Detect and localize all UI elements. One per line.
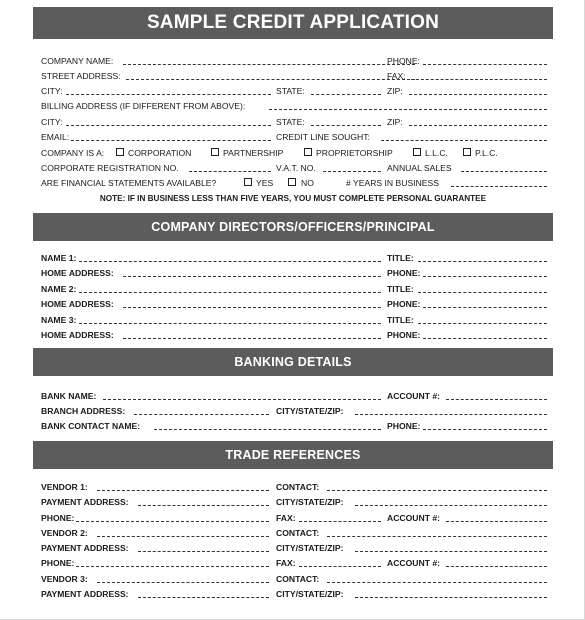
phone-label: PHONE:: [387, 421, 421, 431]
document-title: SAMPLE CREDIT APPLICATION: [33, 7, 553, 39]
home-address-label: HOME ADDRESS:: [41, 299, 114, 309]
fax-label: FAX:: [276, 513, 296, 523]
contact-label: CONTACT:: [276, 482, 320, 492]
title-label: TITLE:: [387, 253, 414, 263]
bank-contact-name-label: BANK CONTACT NAME:: [41, 421, 141, 431]
city-state-zip-label: CITY/STATE/ZIP:: [276, 497, 344, 507]
vendor-2-label: VENDOR 2:: [41, 528, 88, 538]
city-label: CITY:: [41, 86, 63, 96]
city-label: CITY:: [41, 117, 63, 127]
fax-label: FAX:: [387, 71, 406, 81]
phone-label: PHONE:: [387, 330, 421, 340]
payment-address-label: PAYMENT ADDRESS:: [41, 497, 129, 507]
state-label: STATE:: [276, 86, 305, 96]
corp-reg-no-label: CORPORATE REGISTRATION NO.: [41, 163, 179, 173]
fax-label: FAX:: [276, 558, 296, 568]
zip-label: ZIP:: [387, 117, 403, 127]
home-address-label: HOME ADDRESS:: [41, 330, 114, 340]
name-1-label: NAME 1:: [41, 253, 77, 263]
credit-line-label: CREDIT LINE SOUGHT:: [276, 132, 370, 142]
company-name-label: COMPANY NAME:: [41, 56, 114, 66]
phone-label: PHONE:: [41, 558, 75, 568]
payment-address-label: PAYMENT ADDRESS:: [41, 589, 129, 599]
vendor-1-label: VENDOR 1:: [41, 482, 88, 492]
company-is-a-label: COMPANY IS A:: [41, 148, 105, 158]
proprietorship-label: PROPRIETORSHIP: [316, 148, 393, 158]
no-label: NO: [301, 178, 314, 188]
name-3-label: NAME 3:: [41, 315, 77, 325]
vat-no-label: V.A.T. NO.: [276, 163, 316, 173]
years-in-business-label: # YEARS IN BUSINESS: [346, 178, 439, 188]
phone-label: PHONE:: [387, 268, 421, 278]
guarantee-note: NOTE: IF IN BUSINESS LESS THAN FIVE YEARS, YOU MUST COMPLETE PERSONAL GUARANTEE: [99, 194, 487, 203]
account-label: ACCOUNT #:: [387, 391, 440, 401]
city-state-zip-label: CITY/STATE/ZIP:: [276, 406, 344, 416]
vendor-3-label: VENDOR 3:: [41, 574, 88, 584]
partnership-label: PARTNERSHIP: [223, 148, 284, 158]
city-state-zip-label: CITY/STATE/ZIP:: [276, 543, 344, 553]
title-label: TITLE:: [387, 284, 414, 294]
corporation-label: CORPORATION: [128, 148, 192, 158]
payment-address-label: PAYMENT ADDRESS:: [41, 543, 129, 553]
home-address-label: HOME ADDRESS:: [41, 268, 114, 278]
email-label: EMAIL:: [41, 132, 70, 142]
plc-label: P.L.C.: [475, 148, 498, 158]
title-label: TITLE:: [387, 315, 414, 325]
contact-label: CONTACT:: [276, 528, 320, 538]
phone-label: PHONE:: [387, 299, 421, 309]
account-label: ACCOUNT #:: [387, 513, 440, 523]
yes-label: YES: [256, 178, 274, 188]
directors-heading: COMPANY DIRECTORS/OFFICERS/PRINCIPAL: [33, 213, 553, 241]
trade-references-heading: TRADE REFERENCES: [33, 441, 553, 469]
billing-address-label: BILLING ADDRESS (IF DIFFERENT FROM ABOVE):: [41, 101, 246, 111]
banking-heading: BANKING DETAILS: [33, 348, 553, 376]
account-label: ACCOUNT #:: [387, 558, 440, 568]
annual-sales-label: ANNUAL SALES: [387, 163, 452, 173]
financial-statements-label: ARE FINANCIAL STATEMENTS AVAILABLE?: [41, 178, 217, 188]
city-state-zip-label: CITY/STATE/ZIP:: [276, 589, 344, 599]
contact-label: CONTACT:: [276, 574, 320, 584]
street-address-label: STREET ADDRESS:: [41, 71, 121, 81]
phone-label: PHONE:: [387, 56, 420, 66]
state-label: STATE:: [276, 117, 305, 127]
bank-name-label: BANK NAME:: [41, 391, 97, 401]
branch-address-label: BRANCH ADDRESS:: [41, 406, 126, 416]
name-2-label: NAME 2:: [41, 284, 77, 294]
phone-label: PHONE:: [41, 513, 75, 523]
llc-label: L.L.C.: [425, 148, 448, 158]
zip-label: ZIP:: [387, 86, 403, 96]
